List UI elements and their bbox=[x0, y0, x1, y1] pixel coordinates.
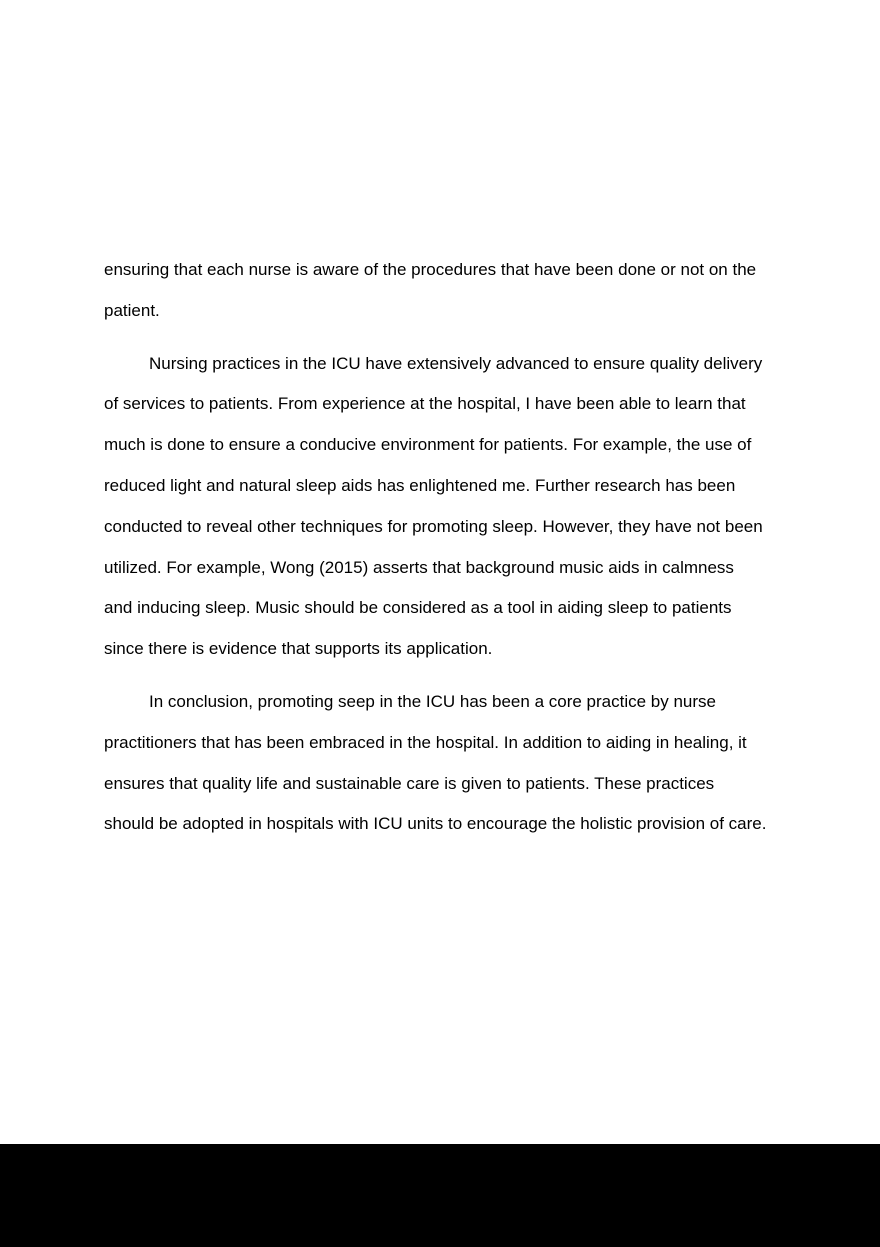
text-line: should be adopted in hospitals with ICU units to encourage the holistic provision of care. bbox=[104, 814, 767, 834]
paragraph-conclusion bbox=[104, 682, 784, 845]
paragraph-continuation bbox=[104, 250, 784, 332]
text-line: Nursing practices in the ICU have extensively advanced to ensure quality delivery bbox=[149, 353, 763, 373]
text-line: and inducing sleep. Music should be considered as a tool in aiding sleep to patients bbox=[104, 598, 732, 618]
text-line: conducted to reveal other techniques for promoting sleep. However, they have not been bbox=[104, 516, 763, 536]
text-line: much is done to ensure a conducive environment for patients. For example, the use of bbox=[104, 435, 752, 455]
text-line: reduced light and natural sleep aids has enlightened me. Further research has been bbox=[104, 475, 736, 495]
text-line: ensures that quality life and sustainable care is given to patients. These practices bbox=[104, 773, 715, 793]
paragraph-nursing-practices bbox=[104, 344, 784, 670]
text-line: practitioners that has been embraced in the hospital. In addition to aiding in healing, it bbox=[104, 732, 747, 752]
bottom-black-bar bbox=[0, 1144, 880, 1247]
text-line: In conclusion, promoting seep in the ICU has been a core practice by nurse bbox=[149, 691, 716, 711]
text-line: of services to patients. From experience at the hospital, I have been able to learn that bbox=[104, 394, 746, 414]
text-line: since there is evidence that supports its application. bbox=[104, 639, 493, 659]
text-line: utilized. For example, Wong (2015) asserts that background music aids in calmness bbox=[104, 557, 734, 577]
text-line: patient. bbox=[104, 300, 160, 320]
text-line: ensuring that each nurse is aware of the procedures that have been done or not on the bbox=[104, 260, 757, 279]
document-body bbox=[104, 250, 784, 857]
